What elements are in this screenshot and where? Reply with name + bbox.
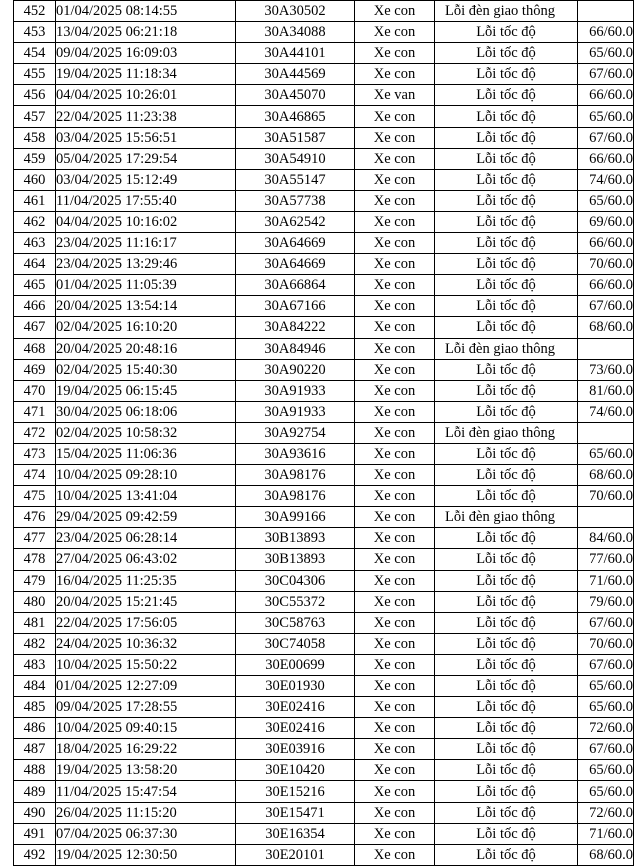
speed-reading: 65/60.0 — [578, 781, 634, 802]
violation-type: Lỗi tốc độ — [435, 697, 578, 718]
row-number: 458 — [14, 127, 56, 148]
speed-reading: 72/60.0 — [578, 802, 634, 823]
violation-type: Lỗi tốc độ — [435, 211, 578, 232]
row-number: 485 — [14, 697, 56, 718]
violation-time: 26/04/2025 11:15:20 — [56, 802, 236, 823]
table-row — [14, 697, 634, 718]
vehicle-type: Xe con — [355, 317, 435, 338]
violation-type: Lỗi tốc độ — [435, 633, 578, 654]
vehicle-type: Xe con — [355, 127, 435, 148]
license-plate: 30A62542 — [236, 211, 355, 232]
table-row — [14, 781, 634, 802]
violation-type: Lỗi đèn giao thông — [435, 422, 578, 443]
table-row — [14, 22, 634, 43]
vehicle-type: Xe con — [355, 654, 435, 675]
speed-reading: 77/60.0 — [578, 549, 634, 570]
speed-reading: 65/60.0 — [578, 697, 634, 718]
table-row — [14, 317, 634, 338]
license-plate: 30A84222 — [236, 317, 355, 338]
speed-reading: 70/60.0 — [578, 633, 634, 654]
license-plate: 30A66864 — [236, 275, 355, 296]
row-number: 463 — [14, 233, 56, 254]
vehicle-type: Xe con — [355, 296, 435, 317]
violation-type: Lỗi tốc độ — [435, 802, 578, 823]
vehicle-type: Xe con — [355, 633, 435, 654]
table-row — [14, 275, 634, 296]
row-number: 482 — [14, 633, 56, 654]
violation-time: 19/04/2025 13:58:20 — [56, 760, 236, 781]
row-number: 474 — [14, 465, 56, 486]
speed-reading: 67/60.0 — [578, 127, 634, 148]
vehicle-type: Xe con — [355, 254, 435, 275]
vehicle-type: Xe con — [355, 549, 435, 570]
table-row — [14, 148, 634, 169]
table-row — [14, 718, 634, 739]
violation-time: 23/04/2025 11:16:17 — [56, 233, 236, 254]
violation-time: 11/04/2025 15:47:54 — [56, 781, 236, 802]
vehicle-type: Xe con — [355, 802, 435, 823]
table-row — [14, 64, 634, 85]
row-number: 484 — [14, 676, 56, 697]
violation-type: Lỗi tốc độ — [435, 317, 578, 338]
license-plate: 30E02416 — [236, 718, 355, 739]
table-row — [14, 422, 634, 443]
row-number: 455 — [14, 64, 56, 85]
table-row — [14, 254, 634, 275]
row-number: 488 — [14, 760, 56, 781]
row-number: 462 — [14, 211, 56, 232]
vehicle-type: Xe con — [355, 275, 435, 296]
row-number: 490 — [14, 802, 56, 823]
license-plate: 30A45070 — [236, 85, 355, 106]
table-row — [14, 802, 634, 823]
row-number: 457 — [14, 106, 56, 127]
violation-time: 01/04/2025 11:05:39 — [56, 275, 236, 296]
table-row — [14, 169, 634, 190]
violation-time: 20/04/2025 20:48:16 — [56, 338, 236, 359]
violation-time: 23/04/2025 06:28:14 — [56, 528, 236, 549]
speed-reading: 66/60.0 — [578, 85, 634, 106]
violation-time: 19/04/2025 11:18:34 — [56, 64, 236, 85]
vehicle-type: Xe con — [355, 422, 435, 443]
vehicle-type: Xe con — [355, 718, 435, 739]
table-row — [14, 233, 634, 254]
speed-reading: 84/60.0 — [578, 528, 634, 549]
vehicle-type: Xe con — [355, 465, 435, 486]
license-plate: 30A54910 — [236, 148, 355, 169]
violation-type: Lỗi tốc độ — [435, 465, 578, 486]
table-row — [14, 190, 634, 211]
violation-type: Lỗi tốc độ — [435, 486, 578, 507]
license-plate: 30A44569 — [236, 64, 355, 85]
vehicle-type: Xe con — [355, 211, 435, 232]
violation-type: Lỗi tốc độ — [435, 106, 578, 127]
table-row — [14, 443, 634, 464]
table-row — [14, 844, 634, 865]
row-number: 486 — [14, 718, 56, 739]
speed-reading: 68/60.0 — [578, 844, 634, 865]
row-number: 460 — [14, 169, 56, 190]
violation-time: 19/04/2025 06:15:45 — [56, 380, 236, 401]
row-number: 472 — [14, 422, 56, 443]
violation-time: 02/04/2025 16:10:20 — [56, 317, 236, 338]
table-row — [14, 401, 634, 422]
violation-type: Lỗi tốc độ — [435, 380, 578, 401]
row-number: 453 — [14, 22, 56, 43]
row-number: 492 — [14, 844, 56, 865]
row-number: 469 — [14, 359, 56, 380]
violation-type: Lỗi tốc độ — [435, 85, 578, 106]
speed-reading: 67/60.0 — [578, 739, 634, 760]
violation-type: Lỗi tốc độ — [435, 676, 578, 697]
violation-type: Lỗi tốc độ — [435, 233, 578, 254]
violation-type: Lỗi tốc độ — [435, 739, 578, 760]
violation-time: 03/04/2025 15:12:49 — [56, 169, 236, 190]
speed-reading: 66/60.0 — [578, 148, 634, 169]
violation-time: 30/04/2025 06:18:06 — [56, 401, 236, 422]
vehicle-type: Xe con — [355, 148, 435, 169]
speed-reading: 65/60.0 — [578, 106, 634, 127]
violation-time: 02/04/2025 10:58:32 — [56, 422, 236, 443]
violation-type: Lỗi tốc độ — [435, 401, 578, 422]
license-plate: 30C04306 — [236, 570, 355, 591]
license-plate: 30A64669 — [236, 254, 355, 275]
vehicle-type: Xe con — [355, 338, 435, 359]
speed-reading: 70/60.0 — [578, 486, 634, 507]
speed-reading: 70/60.0 — [578, 254, 634, 275]
speed-reading: 65/60.0 — [578, 676, 634, 697]
license-plate: 30A98176 — [236, 465, 355, 486]
speed-reading — [578, 422, 634, 443]
license-plate: 30E10420 — [236, 760, 355, 781]
table-row — [14, 739, 634, 760]
violation-type: Lỗi tốc độ — [435, 823, 578, 844]
vehicle-type: Xe con — [355, 739, 435, 760]
row-number: 473 — [14, 443, 56, 464]
table-row — [14, 85, 634, 106]
vehicle-type: Xe con — [355, 844, 435, 865]
vehicle-type: Xe con — [355, 591, 435, 612]
license-plate: 30E00699 — [236, 654, 355, 675]
row-number: 466 — [14, 296, 56, 317]
violation-type: Lỗi tốc độ — [435, 148, 578, 169]
table-row — [14, 127, 634, 148]
table-row — [14, 43, 634, 64]
vehicle-type: Xe con — [355, 486, 435, 507]
vehicle-type: Xe con — [355, 106, 435, 127]
violation-type: Lỗi tốc độ — [435, 654, 578, 675]
violation-type: Lỗi tốc độ — [435, 760, 578, 781]
table-row — [14, 528, 634, 549]
violation-type: Lỗi tốc độ — [435, 190, 578, 211]
violation-type: Lỗi đèn giao thông — [435, 507, 578, 528]
license-plate: 30A46865 — [236, 106, 355, 127]
vehicle-type: Xe con — [355, 676, 435, 697]
speed-reading: 67/60.0 — [578, 654, 634, 675]
row-number: 459 — [14, 148, 56, 169]
violation-time: 10/04/2025 15:50:22 — [56, 654, 236, 675]
vehicle-type: Xe con — [355, 380, 435, 401]
table-row — [14, 1, 634, 22]
violation-time: 23/04/2025 13:29:46 — [56, 254, 236, 275]
row-number: 454 — [14, 43, 56, 64]
violation-time: 24/04/2025 10:36:32 — [56, 633, 236, 654]
violation-time: 27/04/2025 06:43:02 — [56, 549, 236, 570]
license-plate: 30E02416 — [236, 697, 355, 718]
table-row — [14, 760, 634, 781]
violation-time: 03/04/2025 15:56:51 — [56, 127, 236, 148]
vehicle-type: Xe con — [355, 169, 435, 190]
violation-type: Lỗi tốc độ — [435, 64, 578, 85]
violation-type: Lỗi tốc độ — [435, 254, 578, 275]
license-plate: 30A57738 — [236, 190, 355, 211]
violation-type: Lỗi tốc độ — [435, 781, 578, 802]
vehicle-type: Xe con — [355, 359, 435, 380]
row-number: 452 — [14, 1, 56, 22]
vehicle-type: Xe con — [355, 1, 435, 22]
vehicle-type: Xe con — [355, 22, 435, 43]
license-plate: 30A84946 — [236, 338, 355, 359]
vehicle-type: Xe con — [355, 781, 435, 802]
speed-reading: 79/60.0 — [578, 591, 634, 612]
license-plate: 30A44101 — [236, 43, 355, 64]
license-plate: 30B13893 — [236, 528, 355, 549]
table-row — [14, 486, 634, 507]
violation-type: Lỗi tốc độ — [435, 169, 578, 190]
violation-time: 01/04/2025 08:14:55 — [56, 1, 236, 22]
speed-reading: 66/60.0 — [578, 233, 634, 254]
violation-type: Lỗi tốc độ — [435, 528, 578, 549]
violation-time: 15/04/2025 11:06:36 — [56, 443, 236, 464]
speed-reading: 71/60.0 — [578, 570, 634, 591]
row-number: 471 — [14, 401, 56, 422]
violation-type: Lỗi tốc độ — [435, 22, 578, 43]
row-number: 481 — [14, 612, 56, 633]
license-plate: 30A99166 — [236, 507, 355, 528]
violation-time: 18/04/2025 16:29:22 — [56, 739, 236, 760]
table-row — [14, 633, 634, 654]
table-row — [14, 823, 634, 844]
license-plate: 30E20101 — [236, 844, 355, 865]
license-plate: 30E01930 — [236, 676, 355, 697]
table-row — [14, 211, 634, 232]
violation-time: 10/04/2025 09:40:15 — [56, 718, 236, 739]
vehicle-type: Xe con — [355, 760, 435, 781]
speed-reading: 72/60.0 — [578, 718, 634, 739]
speed-reading: 67/60.0 — [578, 64, 634, 85]
table-row — [14, 465, 634, 486]
license-plate: 30A98176 — [236, 486, 355, 507]
violation-time: 22/04/2025 17:56:05 — [56, 612, 236, 633]
license-plate: 30A51587 — [236, 127, 355, 148]
table-row — [14, 507, 634, 528]
vehicle-type: Xe con — [355, 697, 435, 718]
row-number: 456 — [14, 85, 56, 106]
speed-reading — [578, 1, 634, 22]
violation-type: Lỗi tốc độ — [435, 612, 578, 633]
violation-type: Lỗi tốc độ — [435, 570, 578, 591]
vehicle-type: Xe con — [355, 43, 435, 64]
speed-reading: 65/60.0 — [578, 43, 634, 64]
row-number: 475 — [14, 486, 56, 507]
vehicle-type: Xe con — [355, 823, 435, 844]
violation-time: 20/04/2025 15:21:45 — [56, 591, 236, 612]
vehicle-type: Xe con — [355, 233, 435, 254]
license-plate: 30E15216 — [236, 781, 355, 802]
speed-reading — [578, 507, 634, 528]
violation-type: Lỗi tốc độ — [435, 127, 578, 148]
violation-time: 04/04/2025 10:16:02 — [56, 211, 236, 232]
speed-reading: 68/60.0 — [578, 465, 634, 486]
row-number: 476 — [14, 507, 56, 528]
row-number: 467 — [14, 317, 56, 338]
violation-type: Lỗi tốc độ — [435, 844, 578, 865]
table-row — [14, 296, 634, 317]
license-plate: 30A91933 — [236, 401, 355, 422]
license-plate: 30C74058 — [236, 633, 355, 654]
violation-time: 11/04/2025 17:55:40 — [56, 190, 236, 211]
vehicle-type: Xe van — [355, 85, 435, 106]
violation-type: Lỗi tốc độ — [435, 718, 578, 739]
license-plate: 30A67166 — [236, 296, 355, 317]
license-plate: 30A30502 — [236, 1, 355, 22]
violation-type: Lỗi tốc độ — [435, 359, 578, 380]
row-number: 487 — [14, 739, 56, 760]
vehicle-type: Xe con — [355, 443, 435, 464]
violation-time: 10/04/2025 13:41:04 — [56, 486, 236, 507]
row-number: 477 — [14, 528, 56, 549]
violations-table — [13, 0, 634, 866]
table-row — [14, 654, 634, 675]
table-row — [14, 106, 634, 127]
violation-time: 20/04/2025 13:54:14 — [56, 296, 236, 317]
row-number: 461 — [14, 190, 56, 211]
speed-reading: 65/60.0 — [578, 190, 634, 211]
vehicle-type: Xe con — [355, 612, 435, 633]
license-plate: 30A64669 — [236, 233, 355, 254]
violation-type: Lỗi tốc độ — [435, 43, 578, 64]
violations-table-body — [14, 1, 634, 866]
speed-reading: 65/60.0 — [578, 443, 634, 464]
license-plate: 30E16354 — [236, 823, 355, 844]
license-plate: 30A34088 — [236, 22, 355, 43]
speed-reading: 66/60.0 — [578, 275, 634, 296]
row-number: 470 — [14, 380, 56, 401]
vehicle-type: Xe con — [355, 570, 435, 591]
table-row — [14, 591, 634, 612]
row-number: 464 — [14, 254, 56, 275]
violation-type: Lỗi tốc độ — [435, 296, 578, 317]
violation-type: Lỗi tốc độ — [435, 549, 578, 570]
vehicle-type: Xe con — [355, 190, 435, 211]
violation-time: 29/04/2025 09:42:59 — [56, 507, 236, 528]
violation-time: 09/04/2025 17:28:55 — [56, 697, 236, 718]
row-number: 479 — [14, 570, 56, 591]
row-number: 478 — [14, 549, 56, 570]
table-row — [14, 359, 634, 380]
speed-reading — [578, 338, 634, 359]
table-row — [14, 338, 634, 359]
speed-reading: 67/60.0 — [578, 612, 634, 633]
speed-reading: 81/60.0 — [578, 380, 634, 401]
row-number: 491 — [14, 823, 56, 844]
violation-type: Lỗi tốc độ — [435, 443, 578, 464]
license-plate: 30A90220 — [236, 359, 355, 380]
violation-type: Lỗi đèn giao thông — [435, 1, 578, 22]
speed-reading: 74/60.0 — [578, 401, 634, 422]
speed-reading: 69/60.0 — [578, 211, 634, 232]
speed-reading: 65/60.0 — [578, 760, 634, 781]
violation-time: 19/04/2025 12:30:50 — [56, 844, 236, 865]
speed-reading: 67/60.0 — [578, 296, 634, 317]
violation-time: 16/04/2025 11:25:35 — [56, 570, 236, 591]
table-row — [14, 676, 634, 697]
license-plate: 30A93616 — [236, 443, 355, 464]
license-plate: 30E15471 — [236, 802, 355, 823]
row-number: 489 — [14, 781, 56, 802]
violation-time: 22/04/2025 11:23:38 — [56, 106, 236, 127]
row-number: 468 — [14, 338, 56, 359]
vehicle-type: Xe con — [355, 528, 435, 549]
violation-time: 13/04/2025 06:21:18 — [56, 22, 236, 43]
license-plate: 30E03916 — [236, 739, 355, 760]
violation-time: 01/04/2025 12:27:09 — [56, 676, 236, 697]
speed-reading: 68/60.0 — [578, 317, 634, 338]
row-number: 465 — [14, 275, 56, 296]
violation-time: 02/04/2025 15:40:30 — [56, 359, 236, 380]
violation-time: 05/04/2025 17:29:54 — [56, 148, 236, 169]
license-plate: 30A91933 — [236, 380, 355, 401]
table-row — [14, 380, 634, 401]
vehicle-type: Xe con — [355, 64, 435, 85]
violation-time: 10/04/2025 09:28:10 — [56, 465, 236, 486]
table-row — [14, 570, 634, 591]
vehicle-type: Xe con — [355, 401, 435, 422]
table-row — [14, 612, 634, 633]
row-number: 480 — [14, 591, 56, 612]
row-number: 483 — [14, 654, 56, 675]
license-plate: 30C58763 — [236, 612, 355, 633]
license-plate: 30A92754 — [236, 422, 355, 443]
violation-time: 07/04/2025 06:37:30 — [56, 823, 236, 844]
vehicle-type: Xe con — [355, 507, 435, 528]
violation-time: 09/04/2025 16:09:03 — [56, 43, 236, 64]
violation-type: Lỗi đèn giao thông — [435, 338, 578, 359]
table-row — [14, 549, 634, 570]
license-plate: 30B13893 — [236, 549, 355, 570]
license-plate: 30C55372 — [236, 591, 355, 612]
license-plate: 30A55147 — [236, 169, 355, 190]
speed-reading: 73/60.0 — [578, 359, 634, 380]
speed-reading: 71/60.0 — [578, 823, 634, 844]
violation-time: 04/04/2025 10:26:01 — [56, 85, 236, 106]
violation-type: Lỗi tốc độ — [435, 591, 578, 612]
speed-reading: 66/60.0 — [578, 22, 634, 43]
violation-type: Lỗi tốc độ — [435, 275, 578, 296]
speed-reading: 74/60.0 — [578, 169, 634, 190]
